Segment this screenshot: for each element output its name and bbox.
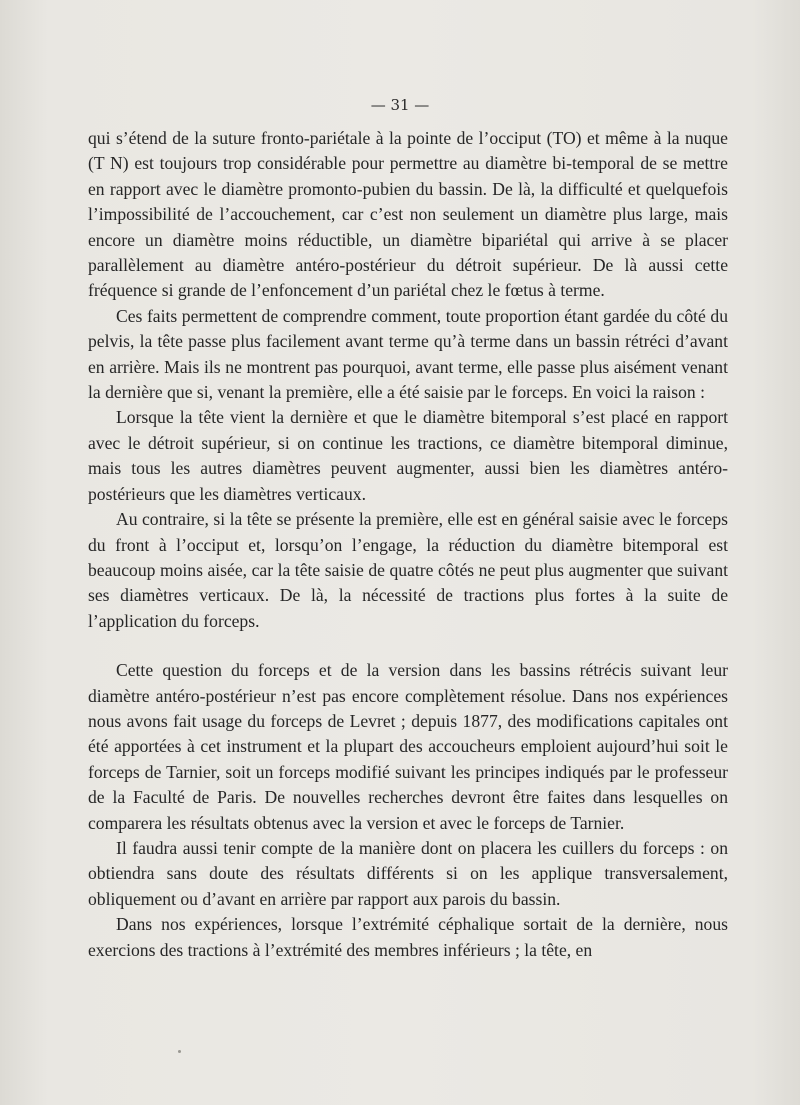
paragraph-contraire: Au contraire, si la tête se présente la première, elle est en général saisie avec le forceps du front à l’occiput et, lorsqu’on l’engage, la réduction du diamètre bitemporal est beaucoup moins aisée, car la tête saisie de quatre côtés ne peut plus augmenter que suivant ses diamètres verticaux. De là, la nécessité de tractions plus fortes à la suite de l’application du forceps. [88, 509, 728, 631]
paragraph-experiences: Dans nos expériences, lorsque l’extrémité céphalique sortait de la dernière, nous exercions des tractions à l’extrémité des membres inférieurs ; la tête, en [88, 914, 728, 960]
page-number: — 31 — [370, 96, 430, 114]
paragraph-lorsque: Lorsque la tête vient la dernière et que le diamètre bitemporal s’est placé en rapport avec le détroit supérieur, si on continue les tractions, ce diamètre bitemporal diminue, mais tous les autres diamètres peuvent augmenter, aussi bien les diamètres antéro-postérieurs que les diamètres verticaux. [88, 407, 728, 504]
paragraph-faits: Ces faits permettent de comprendre comment, toute proportion étant gardée du côté du pelvis, la tête passe plus facilement avant terme qu’à terme dans un bassin rétréci d’avant en arrière. Mais ils ne montrent pas pourquoi, avant terme, elle passe plus aisément venant la dernière que si, venant la première, elle a été saisie par le forceps. En voici la raison : [88, 305, 728, 403]
paragraph-cuillers: Il faudra aussi tenir compte de la manière dont on placera les cuillers du forceps : on obtiendra sans doute des résultats différents si on les applique transversalement, obliquement ou d’avant en arrière par rapport aux parois du bassin. [88, 837, 728, 909]
scan-speck [178, 1050, 181, 1053]
paragraph-continuation: qui s’étend de la suture fronto-pariétale à la pointe de l’occiput (TO) et même à la nuque (T N) est toujours trop considérable pour permettre au diamètre bi-temporal de se mettre en rapport avec le diamètre promonto-pubien du bassin. De là, la difficulté et quelquefois l’impossibilité de l’accouchement, car c’est non seulement un diamètre plus large, mais encore un diamètre moins réductible, un diamètre bipariétal qui arrive à se placer parallèlement au diamètre antéro-postérieur du détroit supérieur. De là aussi cette fréquence si grande de l’enfoncement d’un pariétal chez le fœtus à terme. [88, 128, 728, 301]
paragraph-question-forceps: Cette question du forceps et de la version dans les bassins rétrécis suivant leur diamètre antéro-postérieur n’est pas encore complètement résolue. Dans nos expériences nous avons fait usage du forceps de Levret ; depuis 1877, des modifications capitales ont été apportées à cet instrument et la plupart des accoucheurs emploient aujourd’hui soit le forceps de Tarnier, soit un forceps modifié suivant les principes indiqués par le professeur de la Faculté de Paris. De nouvelles recherches devront être faites dans lesquelles on comparera les résultats obtenus avec la version et avec le forceps de Tarnier. [88, 660, 728, 833]
body-text [88, 126, 728, 963]
